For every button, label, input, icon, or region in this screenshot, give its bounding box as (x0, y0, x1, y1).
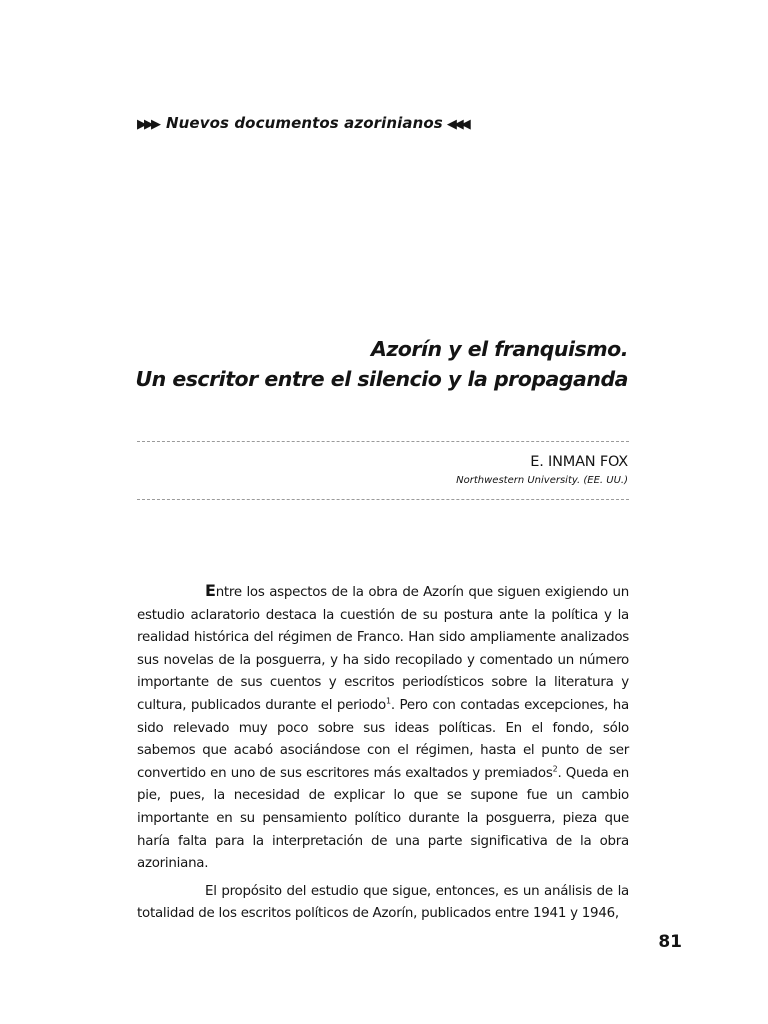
page-number: 81 (658, 932, 682, 952)
footnote-ref-2[interactable]: 2 (552, 764, 558, 774)
paragraph-1-text-a: ntre los aspectos de la obra de Azorín que siguen exigiendo un estudio aclaratorio destaca la cuestión de su postura ante la política y la realidad histórica del régimen de Franco. Han sido ampliamente analizados sus novelas de la posguerra, y ha sido recopilado y comentado un número importante de sus cuentos y escritos periodísticos sobre la literatura y cultura, publicados durante el periodo (137, 585, 629, 713)
paragraph-1-text-c: . Queda en pie, pues, la necesidad de explicar lo que se supone fue un cambio importante en su pensamiento político durante la posguerra, pieza que haría falta para la interpretación de una parte significativa de la obra azoriniana. (137, 765, 630, 872)
paragraph-1-text-b: . Pero con contadas excepciones, ha sido relevado muy poco sobre sus ideas políticas. En el fondo, sólo sabemos que acabó asociándose con el régimen, hasta el punto de ser convertido en uno de sus escritores más exaltados y premiados (137, 697, 629, 781)
paragraph-1 (137, 580, 629, 876)
article-title-line-2: Un escritor entre el silencio y la propaganda (135, 367, 628, 391)
section-title: Nuevos documentos azorinianos (166, 114, 443, 132)
author-name: E. INMAN FOX (530, 454, 628, 470)
drop-cap: E (205, 581, 216, 600)
section-header (137, 114, 468, 132)
article-body (137, 580, 629, 926)
triple-arrow-right-icon: ▶▶▶ (137, 117, 158, 132)
paragraph-2: El propósito del estudio que sigue, entonces, es un análisis de la totalidad de los escritos políticos de Azorín, publicados entre 1941 y 1946, (137, 883, 629, 922)
divider-bottom (137, 499, 629, 500)
author-affiliation: Northwestern University. (EE. UU.) (456, 475, 628, 486)
triple-arrow-left-icon: ◀◀◀ (446, 117, 468, 132)
footnote-ref-1[interactable]: 1 (386, 696, 391, 706)
article-title (135, 334, 628, 394)
divider-top (137, 441, 629, 442)
article-title-line-1: Azorín y el franquismo. (370, 337, 628, 361)
